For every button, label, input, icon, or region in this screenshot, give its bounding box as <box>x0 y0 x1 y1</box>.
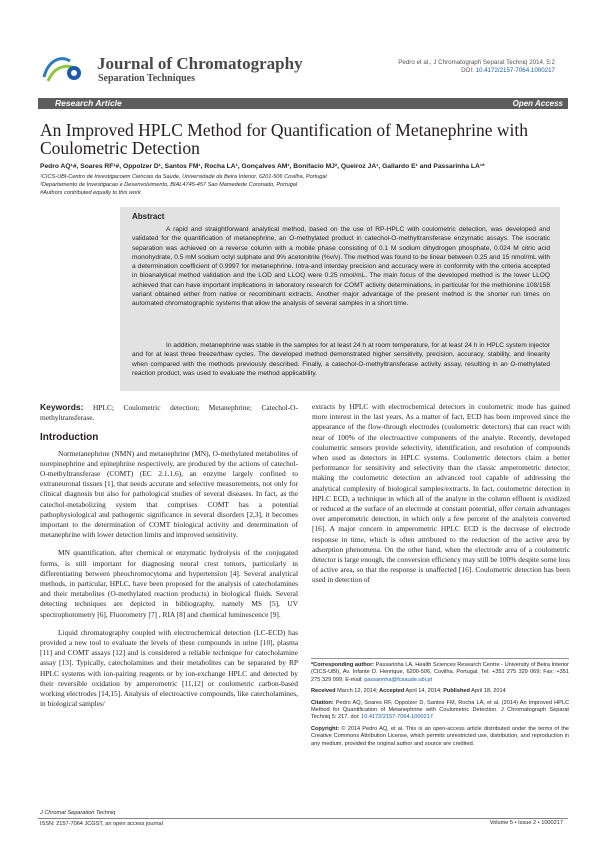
abstract-paragraph-1: A rapid and straightforward analytical method, based on the use of RP-HPLC with coulometric detection, was developed and validated for the quantification of metanephrine, an O-methylated product in catechol-O-methyltransferase enzymatic assays. The isocratic separation was achieved on a reverse column with a mobile phase consisting of 0.1 M sodium dihydrogen phosphate, 0.024 M citric acid monohydrate, 0.5 mM sodium octyl sulphate and 9% acetonitrile (%v/v). The method was found to be linear between 0.25 and 15 nmol/mL with a determination coefficient of 0.9997 for metanephrine. Intra-and interday precision and accuracy were in conformity with the criteria accepted in bioanalytical method validation and the LOD and LLOQ were 0.25 nmol/mL. The main focus of the developed method is the lower LLOQ achieved that can have important implications in laboratory research for COMT activity determinations, in particular for the methionine 108/158 variant obtained either from native or recombinant extracts. Another major advantage of the present method is the shorter run times on automated chromatographic systems that allow the analysis of several samples in a short time. <box>132 226 550 308</box>
copyright-text: © 2014 Pedro AQ, et al. This is an open-access article distributed under the terms of the Creative Commons Attribution License, which permits unrestricted use, distribution, and reproduction in any medium, provided the original author and source are credited. <box>311 725 569 747</box>
article-type-banner <box>38 98 568 109</box>
introduction-heading: Introduction <box>40 432 99 444</box>
intro-paragraph-3: Liquid chromatography coupled with electrochemical detection (LC-ECD) has provided a new tool to evaluate the levels of these compounds in urine [10], plasma [11] and COMT assays [12] and is considered a reliable technique for catecholamine assay [13]. Typically, catecholamines and their metabolites can be separated by RP HPLC systems with ion-pairing reagents or by ion-exchange HPLC and detected by their reversible oxidation by amperometric [11,12] or coulometric carbon-based working electrodes [14,15]. Analysis of electroactive compounds, like catecholamines, in biological samples/ <box>40 627 298 709</box>
intro-paragraph-2: MN quantification, after chemical or enzymatic hydrolysis of the conjugated forms, is still important for diagnosing neural crest tumors, particularly in differentiating between pheochromocytoma and hypertension [4]. Several analytical methods, in particular, HPLC, have been proposed for the analysis of catecholamines and their metabolites (O-methylated reaction products) in biological fluids. Several detecting techniques are depicted in bibliography, namely MS [5], UV spectrophotometry [6], Fluorometry [7] , RIA [8] and chemical luminescence [9]. <box>40 548 298 619</box>
corr-email-link[interactable]: passarinha@fcsaude.ubi.pt <box>364 676 433 683</box>
journal-name: Journal of Chromatography <box>97 54 303 73</box>
received-date: March 12, 2014; <box>335 688 380 695</box>
copyright <box>311 726 569 748</box>
copyright-label: Copyright: <box>311 725 340 732</box>
affiliation-2: ²Departamento de Investigacao e Desenvolvimento, BIAL4745-457 Sao Mamedede Coronado, Portugal <box>40 182 298 188</box>
intro-paragraph-4: extracts by HPLC with electrochemical detectors in coulometric mode has gained more interest in the last years. As a matter of fact, ECD has been improved since the appearance of the flow-through electrodes (coulometric detectors) that can react with near of 100% of the electroactive components of the analyte. Recently, developed coulometric sensors provide selectivity, identification, and resolution of compounds when used as detectors in HPLC systems. Coulometric detectors claim a better performance for sensitivity and selectivity than the classic amperometric detector, making the coulometric detection an advanced tool capable of addressing the analytical complexity of biological samples/extracts. In fact, coulometric detection in HPLC ECD, a technique in which all of the analyte in the column effluent is oxidized or reduced at the surface of an electrode at constant potential, offer certain advantages over amperometric detection, in which only a few percent of the analyteis converted [16]. A major concern in amperometric HPLC ECD is the decrease of electrode response in time, which is often attributed to the reduction of the active area by adsorption phenomena. On the other hand, when the electrode area of a coulometric detector is large enough, the conversion efficiency may still be 100% despite some loss of active area, so that the response is unaffected [16]. Coulometric detection has been used in detection of <box>312 402 570 585</box>
dates <box>311 688 569 695</box>
corresponding-author <box>311 662 569 684</box>
received-label: Received <box>311 688 336 695</box>
open-access-label: Open Access <box>512 99 563 108</box>
journal-logo-icon <box>40 53 88 85</box>
intro-paragraph-1: Normetanephrine (NMN) and metanephrine (MN), O-methylated metabolites of norepinephrine and epinephrine respectively, are produced by the actions of catechol-O-methyltransferase (COMT) (EC 2.1.1.6), an enzyme largely confined to extraneuronal tissues [1], that needs accurate and selective measurements, not only for clinical diagnosis but also for pathological studies of several diseases. In fact, as the catechol-metabolizing system that comprises COMT has a potential pathophysiological and pathogenic significance in several disorders [2,3], it becomes important to the determination of COMT biological activity and determination of metanephrine with lower detection limits and improved sensitivity. <box>40 448 298 540</box>
right-column <box>312 402 570 586</box>
published-date: April 18, 2014 <box>469 688 506 695</box>
left-column <box>40 402 298 717</box>
corr-text: Passarinha LA, Health Sciences Research Centre - University of Beira Interior (CICS-UBI), Av. Infante D. Henrique, 6200-506, Covilha, Portugal, Tel: +351 275 329 069; Fax: +351 275 329 099; E-mail: <box>311 662 569 683</box>
footer-journal: J Chromat Separation Techniq <box>40 810 116 816</box>
citation-text: Pedro AQ, Soares RF, Oppolzer D, Santos FM, Rocha LA, et al. (2014) An Improved HPLC Method for Quantification of Metanephrine with Coulometric Detection. J Chromatograph Separat Techniq 5: 217. doi: <box>311 699 569 721</box>
doi-line <box>398 67 555 75</box>
citation-line: Pedro et al., J Chromatograph Separat Techniq 2014, 5:2 <box>398 59 555 66</box>
citation <box>311 700 569 722</box>
keywords-text: HPLC; Coulometric detection; Metanephrine; Catechol-O-methyltransferase. <box>40 403 298 423</box>
accepted-label: Accepted <box>379 688 405 695</box>
article-type: Research Article <box>55 98 122 108</box>
citation-label: Citation: <box>311 699 334 706</box>
abstract-heading: Abstract <box>132 212 165 221</box>
author-list: Pedro AQ¹#, Soares RF¹#, Oppolzer D¹, Santos FM¹, Rocha LA¹, Gonçalves AM¹, Bonifacio MJ², Queiroz JA¹, Gallardo E¹ and Passarinha LA¹* <box>40 163 485 170</box>
abstract-box <box>120 207 560 391</box>
footer-volume: Volume 5 • Issue 2 • 1000217 <box>489 820 563 826</box>
published-label: Published <box>443 688 470 695</box>
doi-link[interactable]: 10.4172/2157-7064.1000217 <box>475 67 555 74</box>
abstract-paragraph-2: In addition, metanephrine was stable in the samples for at least 24 h at room temperature, for at least 24 h in HPLC system injector and for at least three freeze/thaw cycles. The developed method demonstrated higher sensitivity, precision, accuracy, stability, and linearity when compared with the methods previously described. Finally, a catechol-O-methyltransferase activity assay, resulting in an O-methylated reaction product, was used to evaluate the method applicability. <box>132 342 550 377</box>
citation-header <box>398 59 555 75</box>
correspondence-box <box>311 658 569 792</box>
keywords <box>40 402 298 423</box>
footer-issn: ISSN: 2157-7064 JCGST, an open access journal <box>40 821 163 827</box>
author-note: #Authors contributed equally to this work <box>40 190 141 196</box>
article-title: An Improved HPLC Method for Quantification of Metanephrine with Coulometric Detection <box>40 120 528 158</box>
journal-subtitle: Separation Techniques <box>98 73 195 84</box>
footer-divider <box>38 818 568 819</box>
keywords-label: Keywords: <box>40 402 84 412</box>
accepted-date: April 14, 2014; <box>404 688 444 695</box>
journal-header <box>40 50 555 90</box>
corr-label: *Corresponding author: <box>311 662 375 668</box>
affiliation-1: ¹CICS-UBI-Centro de Investigacoem Ciencias da Saude, Universidade da Beira Interior, 6201-506 Covilha, Portugal <box>40 174 327 180</box>
citation-doi-link[interactable]: 10.4172/2157-7064.1000217 <box>361 714 433 721</box>
doi-label: DOI: <box>461 67 476 74</box>
